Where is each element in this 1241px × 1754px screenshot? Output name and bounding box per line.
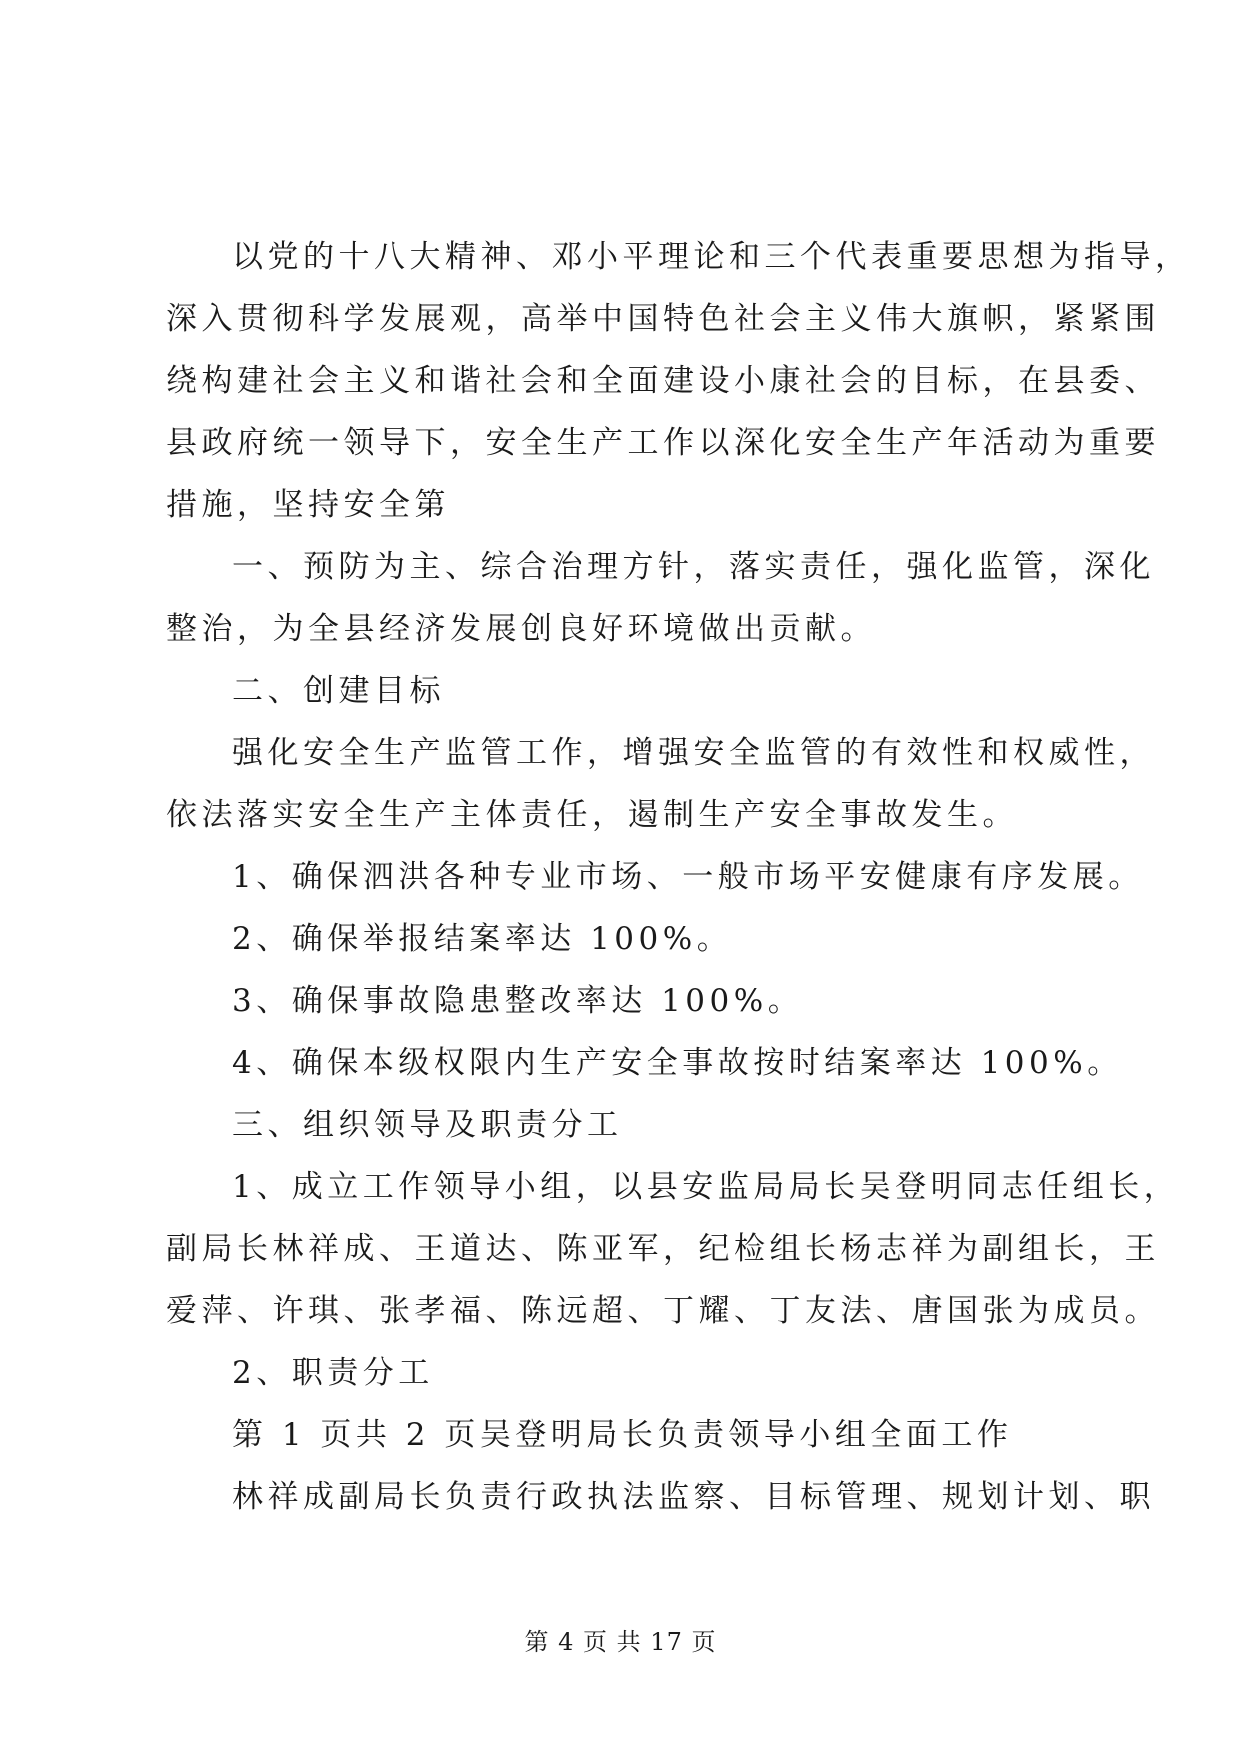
paragraph-line: 深入贯彻科学发展观，高举中国特色社会主义伟大旗帜，紧紧围 — [166, 301, 1160, 337]
paragraph-line: 第 1 页共 2 页吴登明局长负责领导小组全面工作 — [232, 1417, 1013, 1453]
list-item: 2、确保举报结案率达 100%。 — [232, 921, 733, 957]
paragraph-line: 强化安全生产监管工作，增强安全监管的有效性和权威性， — [232, 735, 1155, 771]
page-footer: 第 4 页 共 17 页 — [524, 1628, 717, 1656]
paragraph-line: 县政府统一领导下，安全生产工作以深化安全生产年活动为重要 — [166, 425, 1160, 461]
paragraph-line: 以党的十八大精神、邓小平理论和三个代表重要思想为指导， — [232, 239, 1191, 275]
paragraph-line: 措施，坚持安全第 — [166, 487, 450, 523]
list-item: 3、确保事故隐患整改率达 100%。 — [232, 983, 804, 1019]
document-body — [166, 226, 1191, 1528]
section-heading: 二、创建目标 — [232, 673, 445, 709]
list-item: 1、成立工作领导小组，以县安监局局长吴登明同志任组长， — [232, 1169, 1180, 1205]
paragraph-line: 依法落实安全生产主体责任，遏制生产安全事故发生。 — [166, 797, 1018, 833]
paragraph-line: 一、预防为主、综合治理方针，落实责任，强化监管，深化 — [232, 549, 1155, 585]
list-item: 1、确保泗洪各种专业市场、一般市场平安健康有序发展。 — [232, 859, 1144, 895]
paragraph-line: 绕构建社会主义和谐社会和全面建设小康社会的目标，在县委、 — [166, 363, 1160, 399]
list-item: 4、确保本级权限内生产安全事故按时结案率达 100%。 — [232, 1045, 1123, 1081]
paragraph-line: 林祥成副局长负责行政执法监察、目标管理、规划计划、职 — [232, 1479, 1155, 1515]
paragraph-line: 副局长林祥成、王道达、陈亚军，纪检组长杨志祥为副组长，王 — [166, 1231, 1160, 1267]
paragraph-line: 爱萍、许琪、张孝福、陈远超、丁耀、丁友法、唐国张为成员。 — [166, 1293, 1160, 1329]
section-heading: 三、组织领导及职责分工 — [232, 1107, 623, 1143]
paragraph-line: 整治，为全县经济发展创良好环境做出贡献。 — [166, 611, 876, 647]
list-item: 2、职责分工 — [232, 1355, 434, 1391]
